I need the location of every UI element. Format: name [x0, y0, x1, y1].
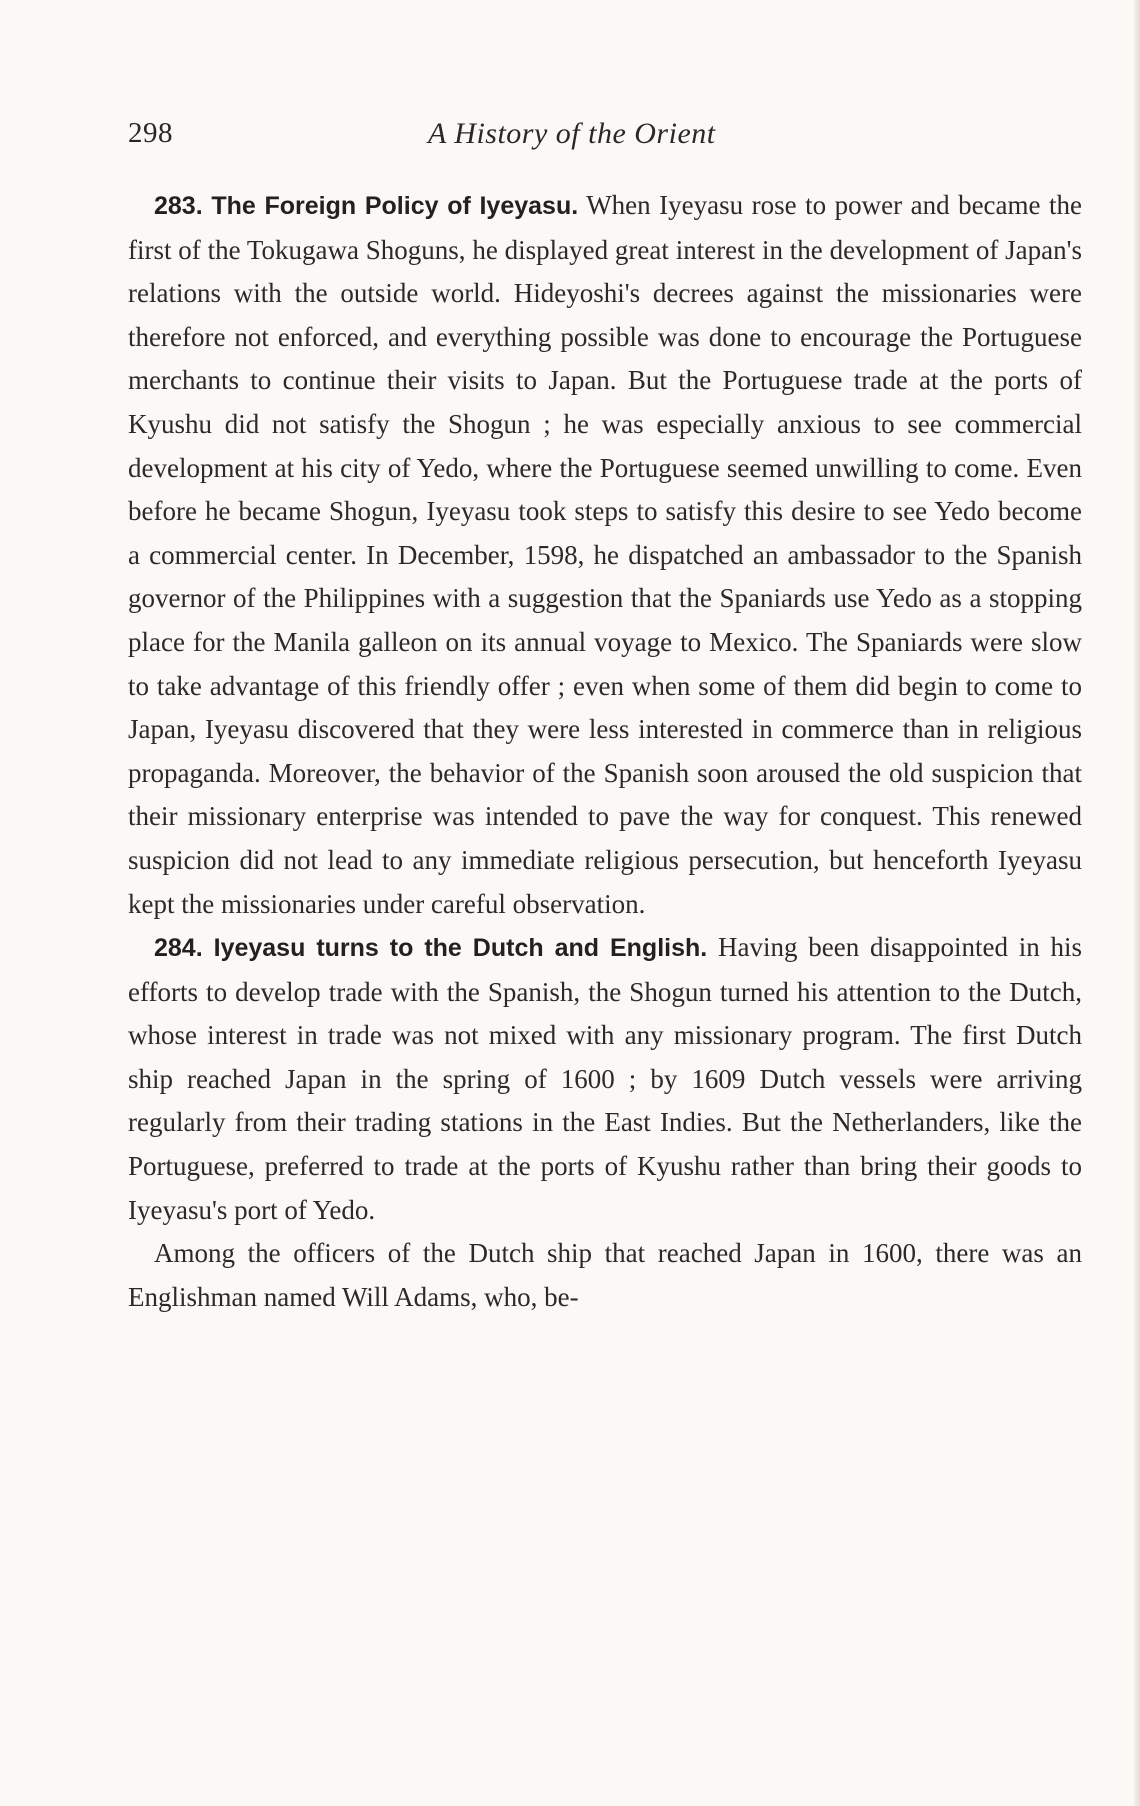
paragraph-text: Among the officers of the Dutch ship that reached Japan in 1600, there was an Englishman named Will Adams, who, be-	[128, 1238, 1082, 1312]
section-heading-284: 284. Iyeyasu turns to the Dutch and English.	[154, 934, 708, 963]
paragraph-284	[128, 926, 1082, 1232]
paragraph-will-adams	[128, 1232, 1082, 1319]
running-title: A History of the Orient	[428, 117, 716, 150]
section-heading-283: 283. The Foreign Policy of Iyeyasu.	[154, 192, 579, 220]
body-text	[128, 184, 1082, 1319]
page-number: 298	[128, 117, 173, 149]
page-header	[128, 117, 1082, 157]
page-edge-shadow	[1134, 0, 1140, 1806]
paragraph-text: When Iyeyasu rose to power and became the first of the Tokugawa Shoguns, he displayed great interest in the development of Japan's relations with the outside world. Hideyoshi's decrees against the missionaries were therefore not enforced, and everything possible was done to encourage the Portuguese merchants to continue their visits to Japan. But the Portuguese trade at the ports of Kyushu did not satisfy the Shogun ; he was especially anxious to see commercial development at his city of Yedo, where the Portuguese seemed unwilling to come. Even before he became Shogun, Iyeyasu took steps to satisfy this desire to see Yedo become a commercial center. In December, 1598, he dispatched an ambassador to the Spanish governor of the Philippines with a suggestion that the Spaniards use Yedo as a stopping place for the Manila galleon on its annual voyage to Mexico. The Spaniards were slow to take advantage of this friendly offer ; even when some of them did begin to come to Japan, Iyeyasu discovered that they were less interested in commerce than in religious propaganda. Moreover, the behavior of the Spanish soon aroused the old suspicion that their missionary enterprise was intended to pave the way for conquest. This renewed suspicion did not lead to any immediate religious persecution, but henceforth Iyeyasu kept the missionaries under careful observation.	[128, 190, 1082, 919]
paragraph-283	[128, 184, 1082, 926]
paragraph-text: Having been disappointed in his efforts to develop trade with the Spanish, the Shogun turned his attention to the Dutch, whose interest in trade was not mixed with any missionary program. The first Dutch ship reached Japan in the spring of 1600 ; by 1609 Dutch vessels were arriving regularly from their trading stations in the East Indies. But the Netherlanders, like the Portuguese, preferred to trade at the ports of Kyushu rather than bring their goods to Iyeyasu's port of Yedo.	[128, 932, 1082, 1225]
